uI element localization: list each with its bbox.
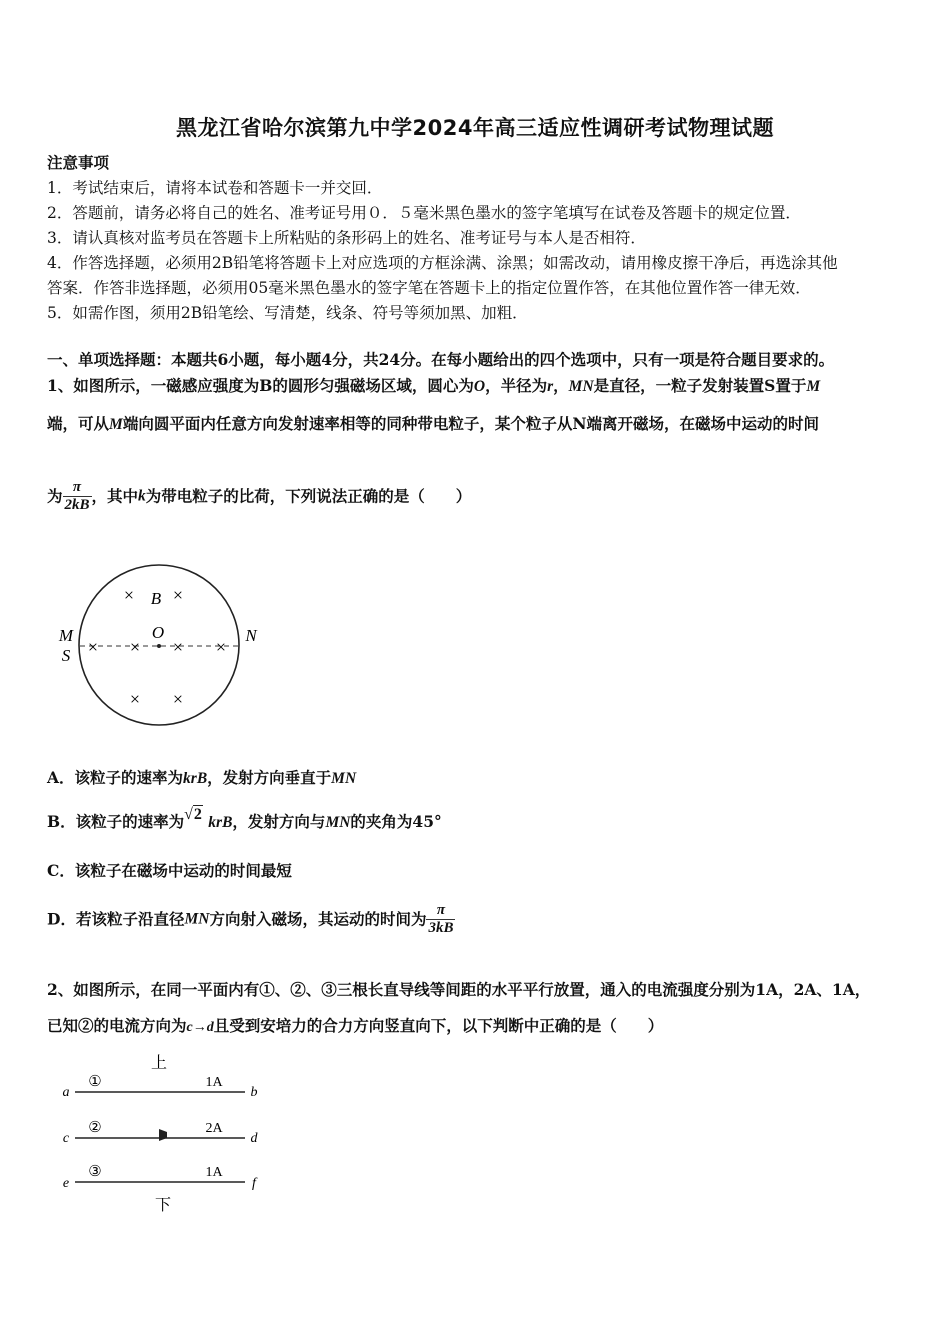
option-var: krB [183, 770, 208, 787]
magnetic-field-figure [50, 560, 280, 730]
q1-var: M [806, 378, 821, 395]
q1-fraction [63, 479, 92, 514]
q1-text: 端，可从 [47, 414, 110, 433]
option-text: B．该粒子的速率为 [47, 812, 185, 831]
q2-stem-line1: 2、如图所示，在同一平面内有①、②、③三根长直导线等间距的水平平行放置，通入的电流强度分别为1A，2A、1A， [47, 980, 871, 999]
option-text: C．该粒子在磁场中运动的时间最短 [47, 861, 292, 880]
sqrt-symbol [184, 806, 203, 823]
field-cross: × [172, 637, 184, 657]
notice-item: 2．答题前，请务必将自己的姓名、准考证号用０．５毫米黑色墨水的签字笔填写在试卷及答题卡的规定位置． [47, 204, 801, 222]
option-text: D．若该粒子沿直径 [47, 909, 185, 929]
option-var: krB [208, 814, 233, 831]
wire-1-left-label: a [62, 1085, 70, 1100]
label-bottom: 下 [154, 1197, 172, 1214]
q1-text: 1、如图所示，一磁感应强度为B的圆形匀强磁场区域，圆心为 [47, 376, 474, 395]
field-cross: × [129, 637, 141, 657]
option-var: MN [184, 910, 210, 928]
wire-1-number: ① [88, 1074, 102, 1090]
q2-text: 已知②的电流方向为 [47, 1016, 187, 1035]
fraction-denominator: 3kB [428, 920, 454, 936]
option-b [47, 806, 442, 833]
q1-text: 为带电粒子的比荷，下列说法正确的是（ ） [145, 486, 472, 506]
option-var: MN [331, 770, 357, 787]
q1-text: ，其中 [91, 486, 139, 506]
option-var: MN [325, 814, 351, 831]
field-cross: × [172, 689, 184, 709]
q1-var: k [138, 487, 146, 505]
sqrt-radicand: 2 [193, 806, 202, 823]
field-cross: × [215, 637, 227, 657]
notice-heading: 注意事项 [47, 153, 110, 172]
wire-1-right-label: b [250, 1085, 258, 1100]
label-m: M [58, 626, 74, 645]
option-d-fraction [426, 902, 455, 937]
wire-2-number: ② [88, 1120, 102, 1136]
q2-text: 且受到安培力的合力方向竖直向下，以下判断中正确的是（ ） [213, 1016, 664, 1035]
option-text: ，发射方向与 [232, 812, 326, 831]
notice-item: 4．作答选择题，必须用2B铅笔将答题卡上对应选项的方框涂满、涂黑；如需改动，请用橡皮擦干净后，再选涂其他 [47, 254, 838, 272]
wire-3-current: 1A [205, 1165, 223, 1180]
option-a [47, 768, 356, 789]
field-cross: × [129, 689, 141, 709]
fraction-denominator: 2kB [64, 497, 90, 513]
wire-1-current: 1A [205, 1075, 223, 1090]
q1-text: ， [553, 376, 569, 395]
q1-text: 为 [47, 486, 63, 506]
label-top: 上 [150, 1055, 168, 1072]
fraction-numerator: π [436, 902, 446, 918]
q2-var: c→d [186, 1020, 214, 1035]
q1-var: M [109, 416, 123, 433]
option-text: 的夹角为45° [350, 812, 442, 831]
label-o: O [151, 623, 165, 642]
notice-item: 5．如需作图，须用2B铅笔绘、写清楚，线条、符号等须加黑、加粗． [47, 304, 528, 322]
option-text: ，发射方向垂直于 [207, 768, 332, 787]
notice-item: 1．考试结束后，请将本试卷和答题卡一并交回． [47, 179, 383, 197]
wire-2-current: 2A [205, 1121, 223, 1136]
q1-var: r [547, 378, 554, 395]
field-cross: × [172, 585, 184, 605]
page-title: 黑龙江省哈尔滨第九中学2024年高三适应性调研考试物理试题 [176, 116, 774, 140]
notice-item: 3．请认真核对监考员在答题卡上所粘贴的条形码上的姓名、准考证号与本人是否相符． [47, 229, 646, 247]
option-d [47, 902, 455, 937]
wire-3-number: ③ [88, 1164, 102, 1180]
notice-item: 答案．作答非选择题，必须用05毫米黑色墨水的签字笔在答题卡上的指定位置作答，在其他位置作答一律无效． [47, 279, 811, 297]
wire-3-left-label: e [62, 1176, 70, 1191]
q1-stem-line1 [47, 376, 820, 397]
q1-stem-line2 [47, 414, 819, 435]
fraction-numerator: π [72, 479, 82, 495]
q1-var: O [473, 378, 486, 395]
label-b: B [150, 589, 162, 608]
q1-text: ，半径为 [485, 376, 548, 395]
label-s: S [61, 646, 71, 665]
q1-stem-line3 [47, 479, 471, 514]
q1-text: 端向圆平面内任意方向发射速率相等的同种带电粒子，某个粒子从N端离开磁场，在磁场中运动的时间 [122, 414, 819, 433]
label-n: N [245, 626, 257, 645]
field-cross: × [87, 637, 99, 657]
option-c [47, 861, 292, 881]
q1-text: 是直径，一粒子发射装置S置于 [593, 376, 807, 395]
option-text: A．该粒子的速率为 [47, 768, 184, 787]
wire-2-arrow [159, 1129, 167, 1141]
section-heading: 一、单项选择题：本题共6小题，每小题4分，共24分。在每小题给出的四个选项中，只有一项是符合题目要求的。 [47, 350, 835, 369]
wire-2-right-label: d [250, 1131, 258, 1146]
q1-var: MN [568, 378, 594, 395]
wire-3-right-label: f [252, 1176, 256, 1191]
field-cross: × [123, 585, 135, 605]
sqrt-sign: √ [184, 806, 193, 823]
center-point [157, 644, 161, 648]
wire-2-left-label: c [62, 1131, 70, 1146]
q2-stem-line2 [47, 1016, 663, 1038]
wires-figure [55, 1048, 275, 1218]
option-text: 方向射入磁场，其运动的时间为 [209, 909, 427, 929]
